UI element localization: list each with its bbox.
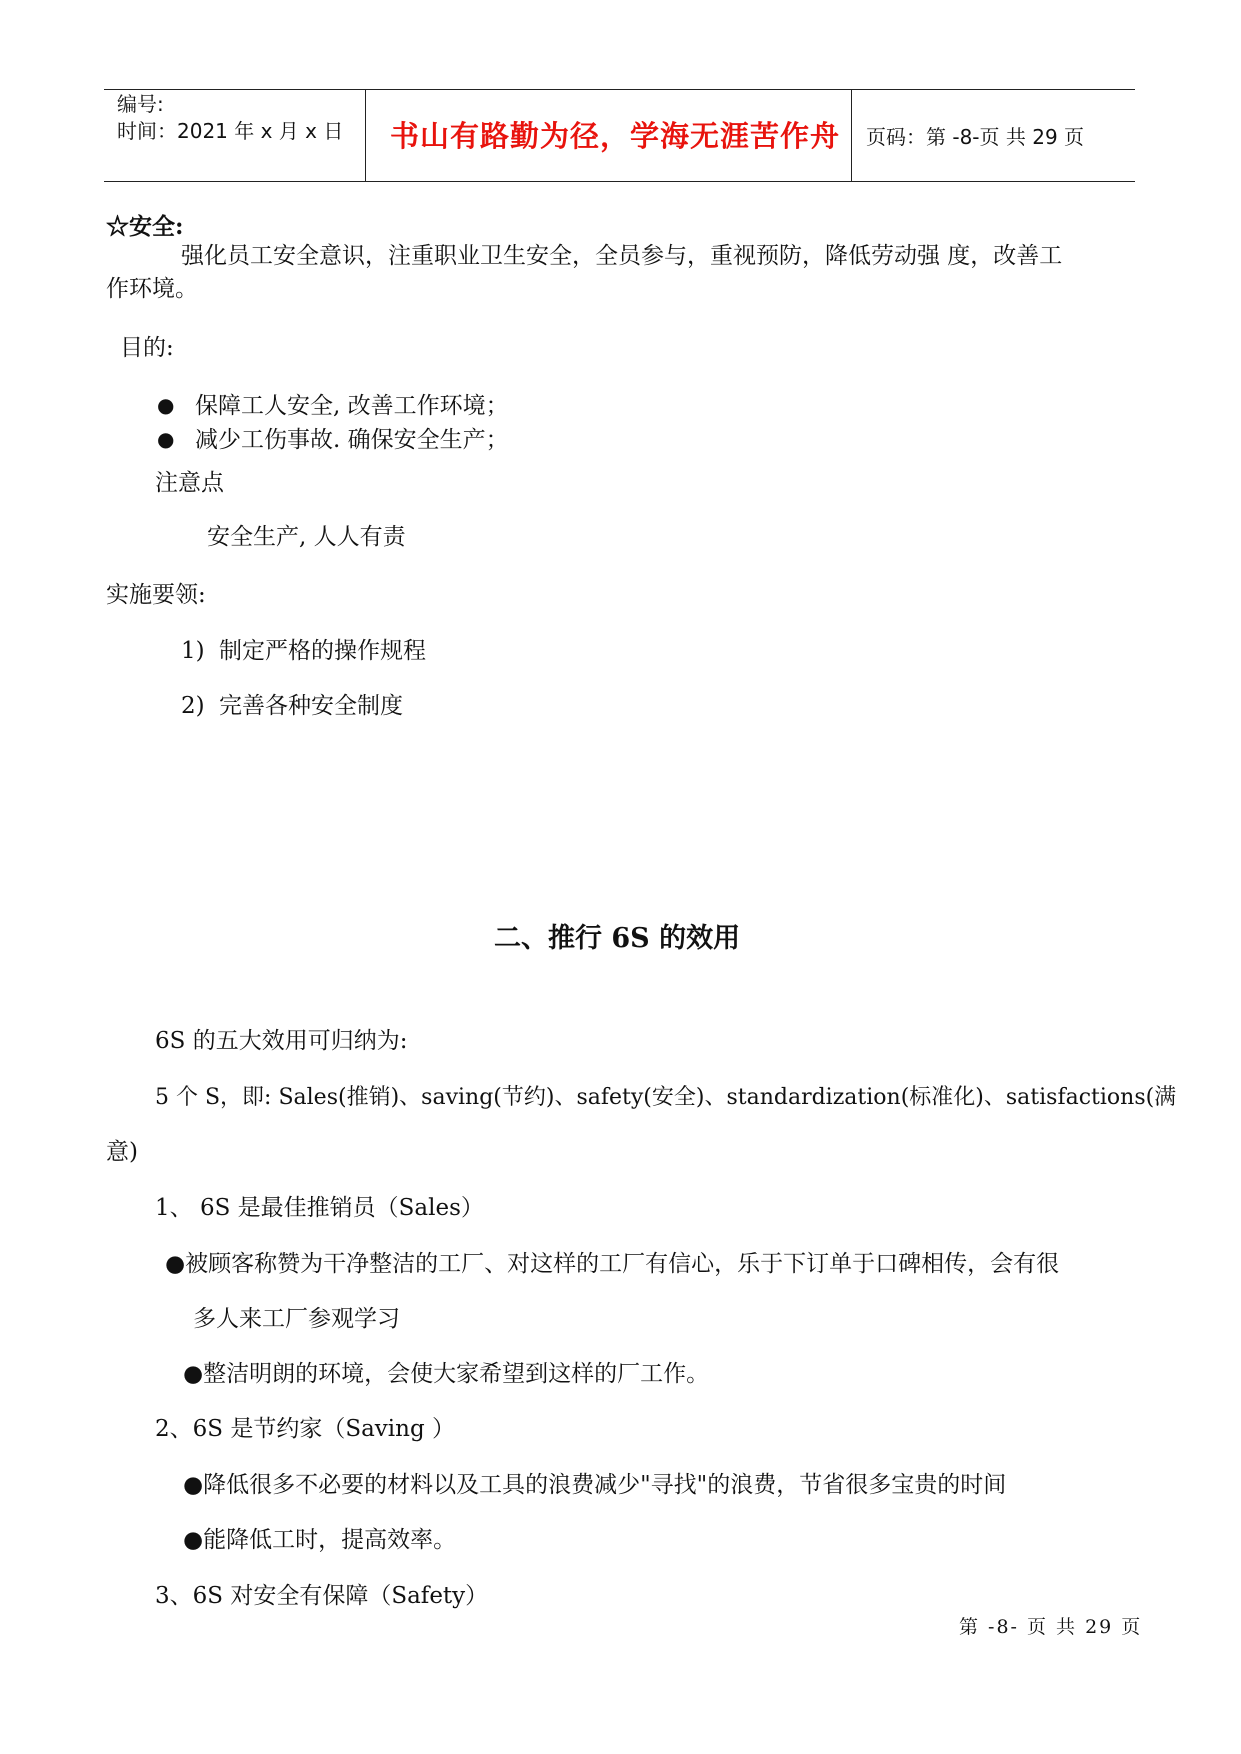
section-heading: 二、推行 6S 的效用 bbox=[494, 923, 741, 954]
header-page-info: 页码：第 -8-页 共 29 页 bbox=[866, 125, 1085, 149]
section-intro: 6S 的五大效用可归纳为: bbox=[155, 1028, 408, 1054]
safety-desc-line2: 作环境。 bbox=[106, 276, 198, 302]
notes-text: 安全生产, 人人有责 bbox=[207, 524, 406, 550]
header-number-label: 编号: bbox=[117, 92, 164, 116]
impl-item-2-text: 完善各种安全制度 bbox=[219, 693, 403, 719]
header-divider-left bbox=[365, 89, 366, 181]
item1-bullet1-line1: ●被顾客称赞为干净整洁的工厂、对这样的工厂有信心，乐于下订单于口碑相传，会有很 bbox=[165, 1251, 1060, 1277]
item2-bullet2: ●能降低工时，提高效率。 bbox=[183, 1527, 457, 1553]
purpose-item-1: 保障工人安全, 改善工作环境； bbox=[195, 393, 509, 419]
notes-label: 注意点 bbox=[155, 470, 224, 496]
purpose-bullet-icon: ● bbox=[157, 393, 175, 417]
impl-item-1-text: 制定严格的操作规程 bbox=[219, 638, 426, 664]
safety-title: ☆安全: bbox=[106, 213, 184, 240]
header-time-label: 时间：2021 年 x 月 x 日 bbox=[117, 119, 344, 143]
item1-title: 1、 6S 是最佳推销员（Sales） bbox=[155, 1195, 484, 1221]
item1-bullet1-line2: 多人来工厂参观学习 bbox=[193, 1306, 400, 1332]
impl-item-2-num: 2) bbox=[181, 693, 205, 719]
five-s-line2: 意) bbox=[106, 1139, 138, 1165]
safety-desc-line1: 强化员工安全意识，注重职业卫生安全，全员参与，重视预防，降低劳动强 度，改善工 bbox=[181, 243, 1063, 269]
impl-item-1-num: 1) bbox=[181, 638, 205, 664]
item1-bullet2: ●整洁明朗的环境，会使大家希望到这样的厂工作。 bbox=[183, 1361, 710, 1387]
header-motto: 书山有路勤为径，学海无涯苦作舟 bbox=[390, 119, 841, 153]
item3-title: 3、6S 对安全有保障（Safety） bbox=[155, 1583, 489, 1609]
purpose-bullet-icon: ● bbox=[157, 427, 175, 451]
impl-label: 实施要领: bbox=[106, 582, 206, 608]
header-top-rule bbox=[104, 89, 1135, 90]
five-s-line1: 5 个 S，即: Sales(推销)、saving(节约)、safety(安全)、standardization(标准化)、satisfactions(满 bbox=[155, 1085, 1177, 1110]
purpose-item-2: 减少工伤事故. 确保安全生产； bbox=[195, 427, 509, 453]
item2-bullet1: ●降低很多不必要的材料以及工具的浪费减少"寻找"的浪费，节省很多宝贵的时间 bbox=[183, 1472, 1007, 1498]
header-bottom-rule bbox=[104, 181, 1135, 182]
page-footer: 第 -8- 页 共 29 页 bbox=[959, 1616, 1143, 1638]
item2-title: 2、6S 是节约家（Saving ） bbox=[155, 1416, 455, 1442]
header-divider-right bbox=[851, 89, 852, 181]
purpose-label: 目的: bbox=[120, 335, 174, 361]
